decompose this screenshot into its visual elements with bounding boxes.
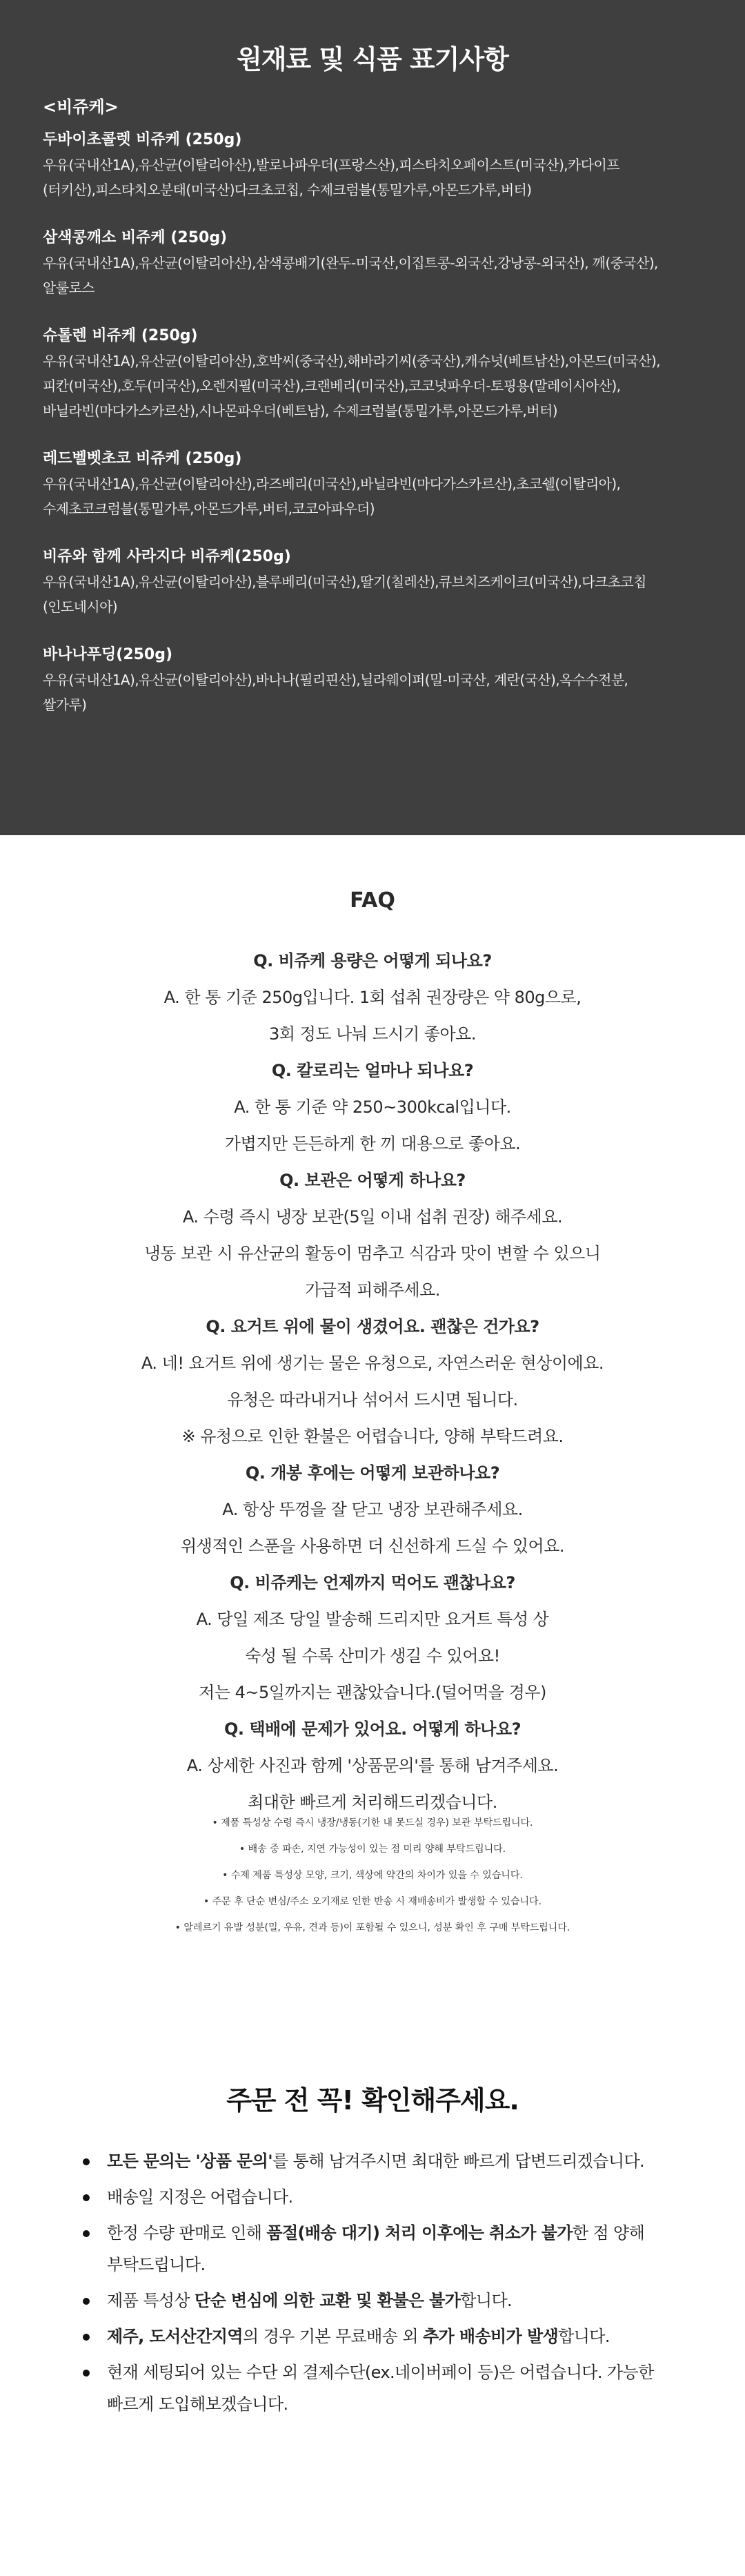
notice-item: • 수제 제품 특성상 모양, 크기, 색상에 약간의 차이가 있을 수 있습니다. [97,1862,648,1889]
faq-answer: A. 수령 즉시 냉장 보관(5일 이내 섭취 권장) 해주세요. 냉동 보관 시 유산균의 활동이 멈추고 식감과 맛이 변할 수 있으니 가급적 피해주세요. [144,1207,601,1300]
faq-answer: A. 한 통 기준 약 250~300kcal입니다. 가볍지만 든든하게 한 끼 대용으로 좋아요. [224,1097,521,1153]
check-item [83,2181,666,2213]
ingredients-title: 원재료 및 식품 표기사항 [237,44,508,75]
ingredient-text: 우유(국내산1A),유산균(이탈리아산),발로나파우더(프랑스산),피스타치오페이스트(미국산),카다이프(터키산),피스타치오분태(미국산)다크초코칩, 수제크럼블(통밀가루,아몬드가루,버터) [43,157,619,198]
faq-answer: A. 항상 뚜껑을 잘 닫고 냉장 보관해주세요. 위생적인 스푼을 사용하면 더 신선하게 드실 수 있어요. [180,1500,565,1556]
faq-answer: A. 한 통 기준 250g입니다. 1회 섭취 권장량은 약 80g으로, 3회 정도 나눠 드시기 좋아요. [163,988,582,1044]
ingredient-item [43,226,667,300]
ingredient-item [43,643,667,717]
faq-question: Q. 개봉 후에는 어떻게 보관하나요? [245,1463,500,1483]
faq-question: Q. 비쥬케 용량은 어떻게 되나요? [253,951,492,970]
check-item [83,2357,666,2420]
ingredient-name: 삼색콩깨소 비쥬케 (250g) [43,229,228,246]
check-item-text: 를 통해 남겨주시면 최대한 빠르게 답변드리겠습니다. [272,2151,645,2171]
faq-question: Q. 보관은 어떻게 하나요? [279,1171,466,1190]
check-item-emphasis: 단순 변심에 의한 교환 및 환불은 불가 [194,2291,461,2310]
check-item [83,2321,666,2352]
ingredient-item [43,545,667,619]
ingredients-section [0,0,745,835]
check-title: 주문 전 꼭! 확인해주세요. [226,2085,519,2116]
notice-item: • 제품 특성상 수령 즉시 냉장/냉동(기한 내 못드실 경우) 보관 부탁드립니다. [97,1810,648,1836]
ingredient-name: 두바이초콜렛 비쥬케 (250g) [43,131,242,148]
check-item-text: 한 점 양해 부탁드립니다. [107,2223,645,2274]
ingredient-item [43,447,667,521]
check-item-text: 제품 특성상 [107,2291,195,2310]
faq-answer: A. 네! 요거트 위에 생기는 물은 유청으로, 자연스러운 현상이에요. 유청은 따라내거나 섞어서 드시면 됩니다. ※ 유청으로 인한 환불은 어렵습니다, 양해 부탁드려요. [141,1354,604,1446]
faq-list [62,943,683,1821]
faq-question: Q. 요거트 위에 물이 생겼어요. 괜찮은 건가요? [206,1317,539,1336]
check-item-text: 합니다. [558,2327,610,2346]
notice-item: • 알레르기 유발 성분(밀, 우유, 견과 등)이 포함될 수 있으니, 성분 확인 후 구매 부탁드립니다. [97,1915,648,1941]
faq-question: Q. 칼로리는 얼마나 되나요? [271,1061,474,1080]
ingredient-text: 우유(국내산1A),유산균(이탈리아산),라즈베리(미국산),바닐라빈(마다가스카르산),초코쉘(이탈리아), 수제초코크럼블(통밀가루,아몬드가루,버터,코코아파우더) [43,476,621,517]
check-item-text: 한정 수량 판매로 인해 [107,2223,267,2243]
ingredient-name: 비쥬와 함께 사라지다 비쥬케(250g) [43,548,291,565]
ingredient-name: 바나나푸딩(250g) [43,646,173,663]
ingredient-name: 레드벨벳초코 비쥬케 (250g) [43,450,242,467]
check-item [83,2217,666,2281]
check-item-emphasis: 제주, 도서산간지역 [107,2327,243,2346]
faq-answer: A. 상세한 사진과 함께 '상품문의'를 통해 남겨주세요. 최대한 빠르게 처리해드리겠습니다. [186,1756,559,1812]
ingredients-heading: <비쥬케> [43,97,119,117]
check-list [83,2145,666,2424]
check-item-emphasis: 추가 배송비가 발생 [422,2327,559,2346]
ingredient-item [43,324,667,423]
ingredient-text: 우유(국내산1A),유산균(이탈리아산),호박씨(중국산),해바라기씨(중국산),캐슈넛(베트남산),아몬드(미국산),피칸(미국산),호두(미국산),오렌지필(미국산),크랜베리(미국산),코코넛파우더-토핑용(말레이시아산),바닐라빈(마다가스카르산),시나몬파우더(베트남), 수제크럼블(통밀가루,아몬드가루,버터) [43,353,660,419]
notice-item: • 주문 후 단순 변심/주소 오기재로 인한 반송 시 재배송비가 발생할 수 있습니다. [97,1889,648,1915]
ingredient-name: 슈톨렌 비쥬케 (250g) [43,327,198,344]
faq-title: FAQ [350,888,395,913]
ingredient-text: 우유(국내산1A),유산균(이탈리아산),삼색콩배기(완두-미국산,이집트콩-외국산,강낭콩-외국산), 깨(중국산),알룰로스 [43,255,658,296]
ingredient-item [43,128,667,202]
faq-answer: A. 당일 제조 당일 발송해 드리지만 요거트 특성 상 숙성 될 수록 산미가 생길 수 있어요! 저는 4~5일까지는 괜찮았습니다.(덜어먹을 경우) [196,1610,549,1702]
ingredients-list [43,128,667,741]
check-item-text: 의 경우 기본 무료배송 외 [242,2327,423,2346]
check-item [83,2145,666,2177]
check-item-emphasis: 모든 문의는 '상품 문의' [107,2151,273,2171]
ingredient-text: 우유(국내산1A),유산균(이탈리아산),바나나(필리핀산),닐라웨이퍼(밀-미국산, 계란(국산),옥수수전분,쌀가루) [43,672,628,713]
notice-item: • 배송 중 파손, 지연 가능성이 있는 점 미리 양해 부탁드립니다. [97,1836,648,1862]
check-item-emphasis: 품절(배송 대기) 처리 이후에는 취소가 불가 [266,2223,573,2243]
check-item [83,2285,666,2316]
check-item-text: 합니다. [460,2291,513,2310]
ingredient-text: 우유(국내산1A),유산균(이탈리아산),블루베리(미국산),딸기(칠레산),큐브치즈케이크(미국산),다크초코칩(인도네시아) [43,574,646,615]
notice-list [97,1810,648,1941]
check-item-text: 배송일 지정은 어렵습니다. [107,2187,293,2207]
faq-question: Q. 택배에 문제가 있어요. 어떻게 하나요? [223,1719,522,1739]
faq-question: Q. 비쥬케는 언제까지 먹어도 괜찮나요? [230,1573,515,1592]
check-item-text: 현재 세팅되어 있는 수단 외 결제수단(ex.네이버페이 등)은 어렵습니다. 가능한 빠르게 도입해보겠습니다. [107,2363,654,2414]
